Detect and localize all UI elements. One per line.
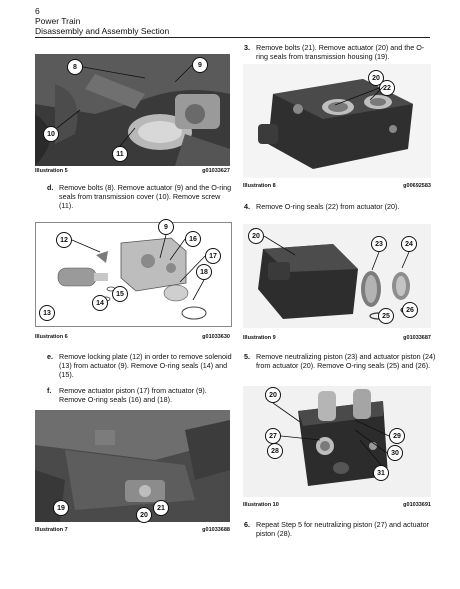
callout-20: 20 xyxy=(368,70,384,86)
illustration-label: Illustration 5 xyxy=(35,168,68,174)
callout-19: 19 xyxy=(53,500,69,516)
illustration-6-caption xyxy=(35,334,230,344)
step-text: Remove bolts (8). Remove actuator (9) and the O-ring seals from transmission cover (10). Remove screw (11). xyxy=(59,183,232,210)
step-label: 3. xyxy=(244,43,250,52)
callout-20: 20 xyxy=(265,387,281,403)
step-text: Remove neutralizing piston (23) and actuator piston (24) from actuator (20). Remove O-ring seals (25) and (26). xyxy=(256,352,436,370)
illustration-9-caption xyxy=(243,335,431,345)
step-3 xyxy=(244,43,436,61)
illustration-7-caption xyxy=(35,527,230,537)
callout-20: 20 xyxy=(136,507,152,523)
illustration-code: g01033691 xyxy=(403,502,431,508)
illustration-label: Illustration 10 xyxy=(243,502,279,508)
illustration-code: g01033688 xyxy=(202,527,230,533)
step-label: 6. xyxy=(244,520,250,529)
step-text: Remove actuator piston (17) from actuator (9). Remove O-ring seals (16) and (18). xyxy=(59,386,207,404)
callout-26: 26 xyxy=(402,302,418,318)
callout-30: 30 xyxy=(387,445,403,461)
callout-17: 17 xyxy=(205,248,221,264)
step-label: e. xyxy=(47,352,53,361)
illustration-label: Illustration 7 xyxy=(35,527,68,533)
step-label: f. xyxy=(47,386,52,395)
step-label: d. xyxy=(47,183,54,192)
callout-14: 14 xyxy=(92,295,108,311)
illustration-10-caption xyxy=(243,502,431,512)
step-e xyxy=(47,352,234,379)
illustration-code: g01033627 xyxy=(202,168,230,174)
callout-16: 16 xyxy=(185,231,201,247)
illustration-8-caption xyxy=(243,183,431,193)
callout-9: 9 xyxy=(158,219,174,235)
step-d xyxy=(47,183,234,210)
callout-27: 27 xyxy=(265,428,281,444)
callout-22: 22 xyxy=(379,80,395,96)
callout-9: 9 xyxy=(192,57,208,73)
illustration-code: g01033630 xyxy=(202,334,230,340)
callout-31: 31 xyxy=(373,465,389,481)
step-text: Repeat Step 5 for neutralizing piston (27) and actuator piston (28). xyxy=(256,520,430,538)
illustration-label: Illustration 8 xyxy=(243,183,276,189)
callout-28: 28 xyxy=(267,443,283,459)
step-label: 4. xyxy=(244,202,250,211)
illustration-8-photo xyxy=(243,64,431,178)
callout-13: 13 xyxy=(39,305,55,321)
illustration-label: Illustration 6 xyxy=(35,334,68,340)
callout-25: 25 xyxy=(378,308,394,324)
step-text: Remove O-ring seals (22) from actuator (20). xyxy=(256,202,400,211)
page-header xyxy=(35,6,169,36)
header-rule xyxy=(35,37,430,38)
step-text: Remove bolts (21). Remove actuator (20) and the O-ring seals from transmission housing (19). xyxy=(256,43,425,61)
step-4 xyxy=(244,202,436,211)
step-label: 5. xyxy=(244,352,250,361)
step-f xyxy=(47,386,234,404)
callout-24: 24 xyxy=(401,236,417,252)
callout-23: 23 xyxy=(371,236,387,252)
section-title: Power Train xyxy=(35,16,81,26)
step-5 xyxy=(244,352,436,370)
callout-15: 15 xyxy=(112,286,128,302)
subsection-title: Disassembly and Assembly Section xyxy=(35,26,170,36)
callout-11: 11 xyxy=(112,146,128,162)
callout-12: 12 xyxy=(56,232,72,248)
callout-20: 20 xyxy=(248,228,264,244)
step-text: Remove locking plate (12) in order to remove solenoid (13) from actuator (9). Remove O-ring seals (14) and (15). xyxy=(59,352,232,379)
illustration-code: g00692583 xyxy=(403,183,431,189)
callout-21: 21 xyxy=(153,500,169,516)
page-number: 6 xyxy=(35,6,40,16)
step-6 xyxy=(244,520,436,538)
callout-29: 29 xyxy=(389,428,405,444)
callout-10: 10 xyxy=(43,126,59,142)
illustration-5-caption xyxy=(35,168,230,178)
illustration-label: Illustration 9 xyxy=(243,335,276,341)
callout-18: 18 xyxy=(196,264,212,280)
callout-8: 8 xyxy=(67,59,83,75)
illustration-code: g01033687 xyxy=(403,335,431,341)
